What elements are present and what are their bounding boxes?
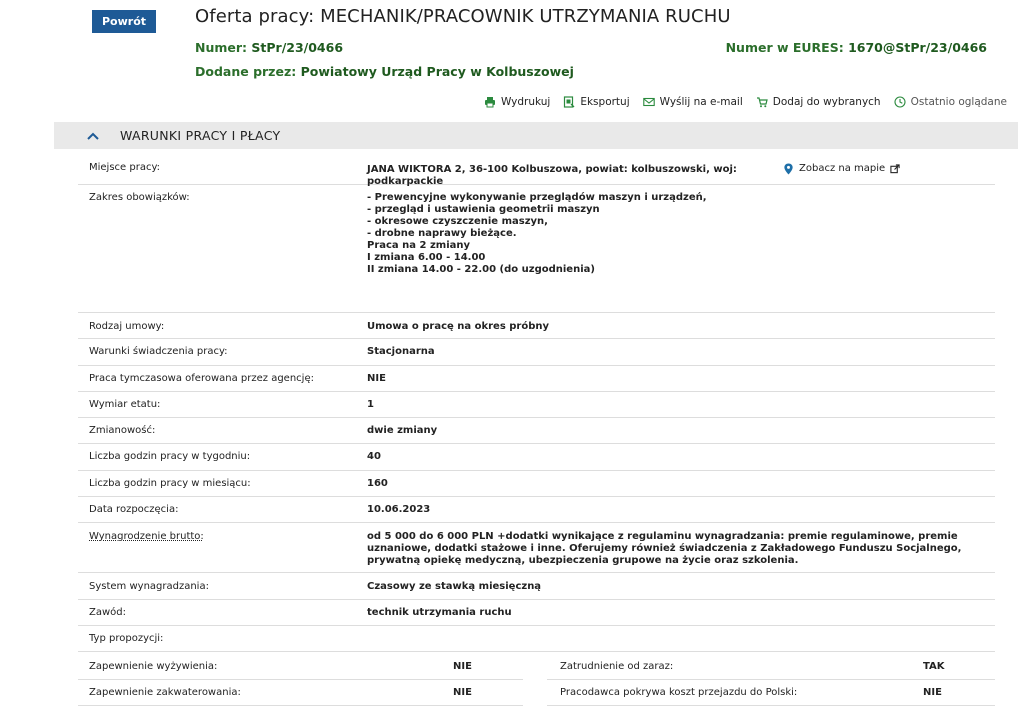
pay-system-label: System wynagradzania: [89, 581, 209, 593]
split-row [78, 654, 995, 680]
clock-icon [894, 96, 906, 108]
immediate-hire-cell [547, 654, 995, 680]
duty-line: I zmiana 6.00 - 14.00 [367, 252, 486, 263]
details-table [78, 157, 995, 652]
table-row [78, 392, 995, 418]
offer-number-label: Numer: [195, 40, 248, 55]
recently-viewed-label: Ostatnio oglądane [910, 96, 1007, 108]
weekly-hours-value: 40 [367, 451, 381, 463]
map-link-label: Zobacz na mapie [799, 163, 886, 174]
duty-line: II zmiana 14.00 - 22.00 (do uzgodnienia) [367, 264, 595, 275]
page-title: Oferta pracy: MECHANIK/PRACOWNIK UTRZYMANIA RUCHU [195, 6, 731, 27]
section-header-work-conditions[interactable] [54, 122, 1018, 149]
travel-cost-label: Pracodawca pokrywa koszt przejazdu do Polski: [560, 687, 798, 698]
duties-list [367, 192, 995, 312]
temp-agency-value: NIE [367, 372, 386, 384]
export-icon [563, 96, 575, 108]
weekly-hours-label: Liczba godzin pracy w tygodniu: [89, 451, 251, 463]
section-title: WARUNKI PRACY I PŁACY [120, 128, 281, 143]
map-link[interactable] [783, 162, 900, 175]
eures-number-label: Numer w EURES: [725, 40, 844, 55]
table-row [78, 471, 995, 497]
add-favorites-action[interactable] [756, 96, 881, 108]
added-by [195, 64, 574, 79]
shifts-label: Zmianowość: [89, 425, 156, 437]
print-action[interactable] [484, 96, 550, 108]
temp-agency-label: Praca tymczasowa oferowana przez agencję: [89, 372, 314, 384]
print-label: Wydrukuj [500, 96, 551, 108]
table-row [78, 573, 995, 599]
accommodation-cell [78, 680, 523, 706]
export-action[interactable] [563, 96, 629, 108]
action-toolbar [484, 96, 1007, 108]
table-row [78, 444, 995, 470]
table-row [78, 497, 995, 523]
table-row [78, 418, 995, 444]
external-link-icon [890, 164, 900, 174]
chevron-up-icon[interactable] [86, 131, 100, 141]
duty-line: Praca na 2 zmiany [367, 240, 471, 251]
map-pin-icon [783, 163, 794, 175]
envelope-icon [643, 96, 655, 108]
duty-line: - przegląd i ustawienia geometrii maszyn [367, 204, 600, 215]
table-row [78, 600, 995, 626]
table-row [78, 313, 995, 339]
immediate-hire-label: Zatrudnienie od zaraz: [560, 661, 674, 672]
table-row [78, 339, 995, 365]
recently-viewed-action[interactable] [894, 96, 1007, 108]
meals-label: Zapewnienie wyżywienia: [89, 661, 218, 672]
work-mode-label: Warunki świadczenia pracy: [89, 346, 228, 358]
place-label: Miejsce pracy: [89, 162, 161, 173]
email-action[interactable] [643, 96, 743, 108]
work-mode-value: Stacjonarna [367, 346, 435, 358]
profession-label: Zawód: [89, 606, 126, 618]
added-by-value: Powiatowy Urząd Pracy w Kolbuszowej [300, 64, 574, 79]
table-row [78, 366, 995, 392]
monthly-hours-label: Liczba godzin pracy w miesiącu: [89, 477, 251, 489]
start-date-label: Data rozpoczęcia: [89, 504, 179, 516]
duty-line: - drobne naprawy bieżące. [367, 228, 517, 239]
added-by-label: Dodane przez: [195, 64, 297, 79]
monthly-hours-value: 160 [367, 477, 388, 489]
accommodation-label: Zapewnienie zakwaterowania: [89, 687, 241, 698]
split-row [78, 680, 995, 706]
offer-number [195, 40, 343, 55]
contract-type-label: Rodzaj umowy: [89, 321, 165, 332]
place-value-cell [367, 162, 995, 187]
start-date-value: 10.06.2023 [367, 504, 431, 516]
table-row [78, 185, 995, 313]
job-size-label: Wymiar etatu: [89, 398, 161, 410]
travel-cost-cell [547, 680, 995, 706]
cart-icon [756, 96, 768, 108]
eures-number [726, 40, 987, 55]
duty-line: - Prewencyjne wykonywanie przeglądów maszyn i urządzeń, [367, 192, 707, 203]
meals-value: NIE [453, 661, 472, 672]
travel-cost-value: NIE [923, 687, 942, 698]
duty-line: - okresowe czyszczenie maszyn, [367, 216, 548, 227]
salary-label[interactable]: Wynagrodzenie brutto: [89, 531, 204, 543]
pay-system-value: Czasowy ze stawką miesięczną [367, 581, 542, 593]
place-value: JANA WIKTORA 2, 36-100 Kolbuszowa, powiat: kolbuszowski, woj: podkarpackie [367, 164, 737, 187]
export-label: Eksportuj [580, 96, 630, 108]
offer-type-label: Typ propozycji: [89, 632, 164, 644]
email-label: Wyślij na e-mail [659, 96, 743, 108]
shifts-value: dwie zmiany [367, 425, 438, 437]
table-row [78, 626, 995, 652]
eures-number-value: 1670@StPr/23/0466 [848, 40, 987, 55]
offer-number-value: StPr/23/0466 [251, 40, 344, 55]
meals-cell [78, 654, 523, 680]
table-row [78, 523, 995, 573]
duties-label: Zakres obowiązków: [89, 192, 190, 203]
profession-value: technik utrzymania ruchu [367, 606, 512, 618]
back-button[interactable]: Powrót [92, 10, 156, 33]
printer-icon [484, 96, 496, 108]
immediate-hire-value: TAK [923, 661, 945, 672]
accommodation-value: NIE [453, 687, 472, 698]
add-favorites-label: Dodaj do wybranych [772, 96, 881, 108]
table-row [78, 157, 995, 185]
job-size-value: 1 [367, 398, 374, 410]
contract-type-value: Umowa o pracę na okres próbny [367, 321, 550, 332]
salary-value: od 5 000 do 6 000 PLN +dodatki wynikające z regulaminu wynagradzania: premie regulaminowe, premie uznaniowe, dodatki stażowe i inne. Oferujemy również świadczenia z Zakładowego Funduszu Socjalnego, prywatną opiekę medyczną, ubezpieczenia grupowe na życie oraz szkolenia. [367, 531, 962, 567]
